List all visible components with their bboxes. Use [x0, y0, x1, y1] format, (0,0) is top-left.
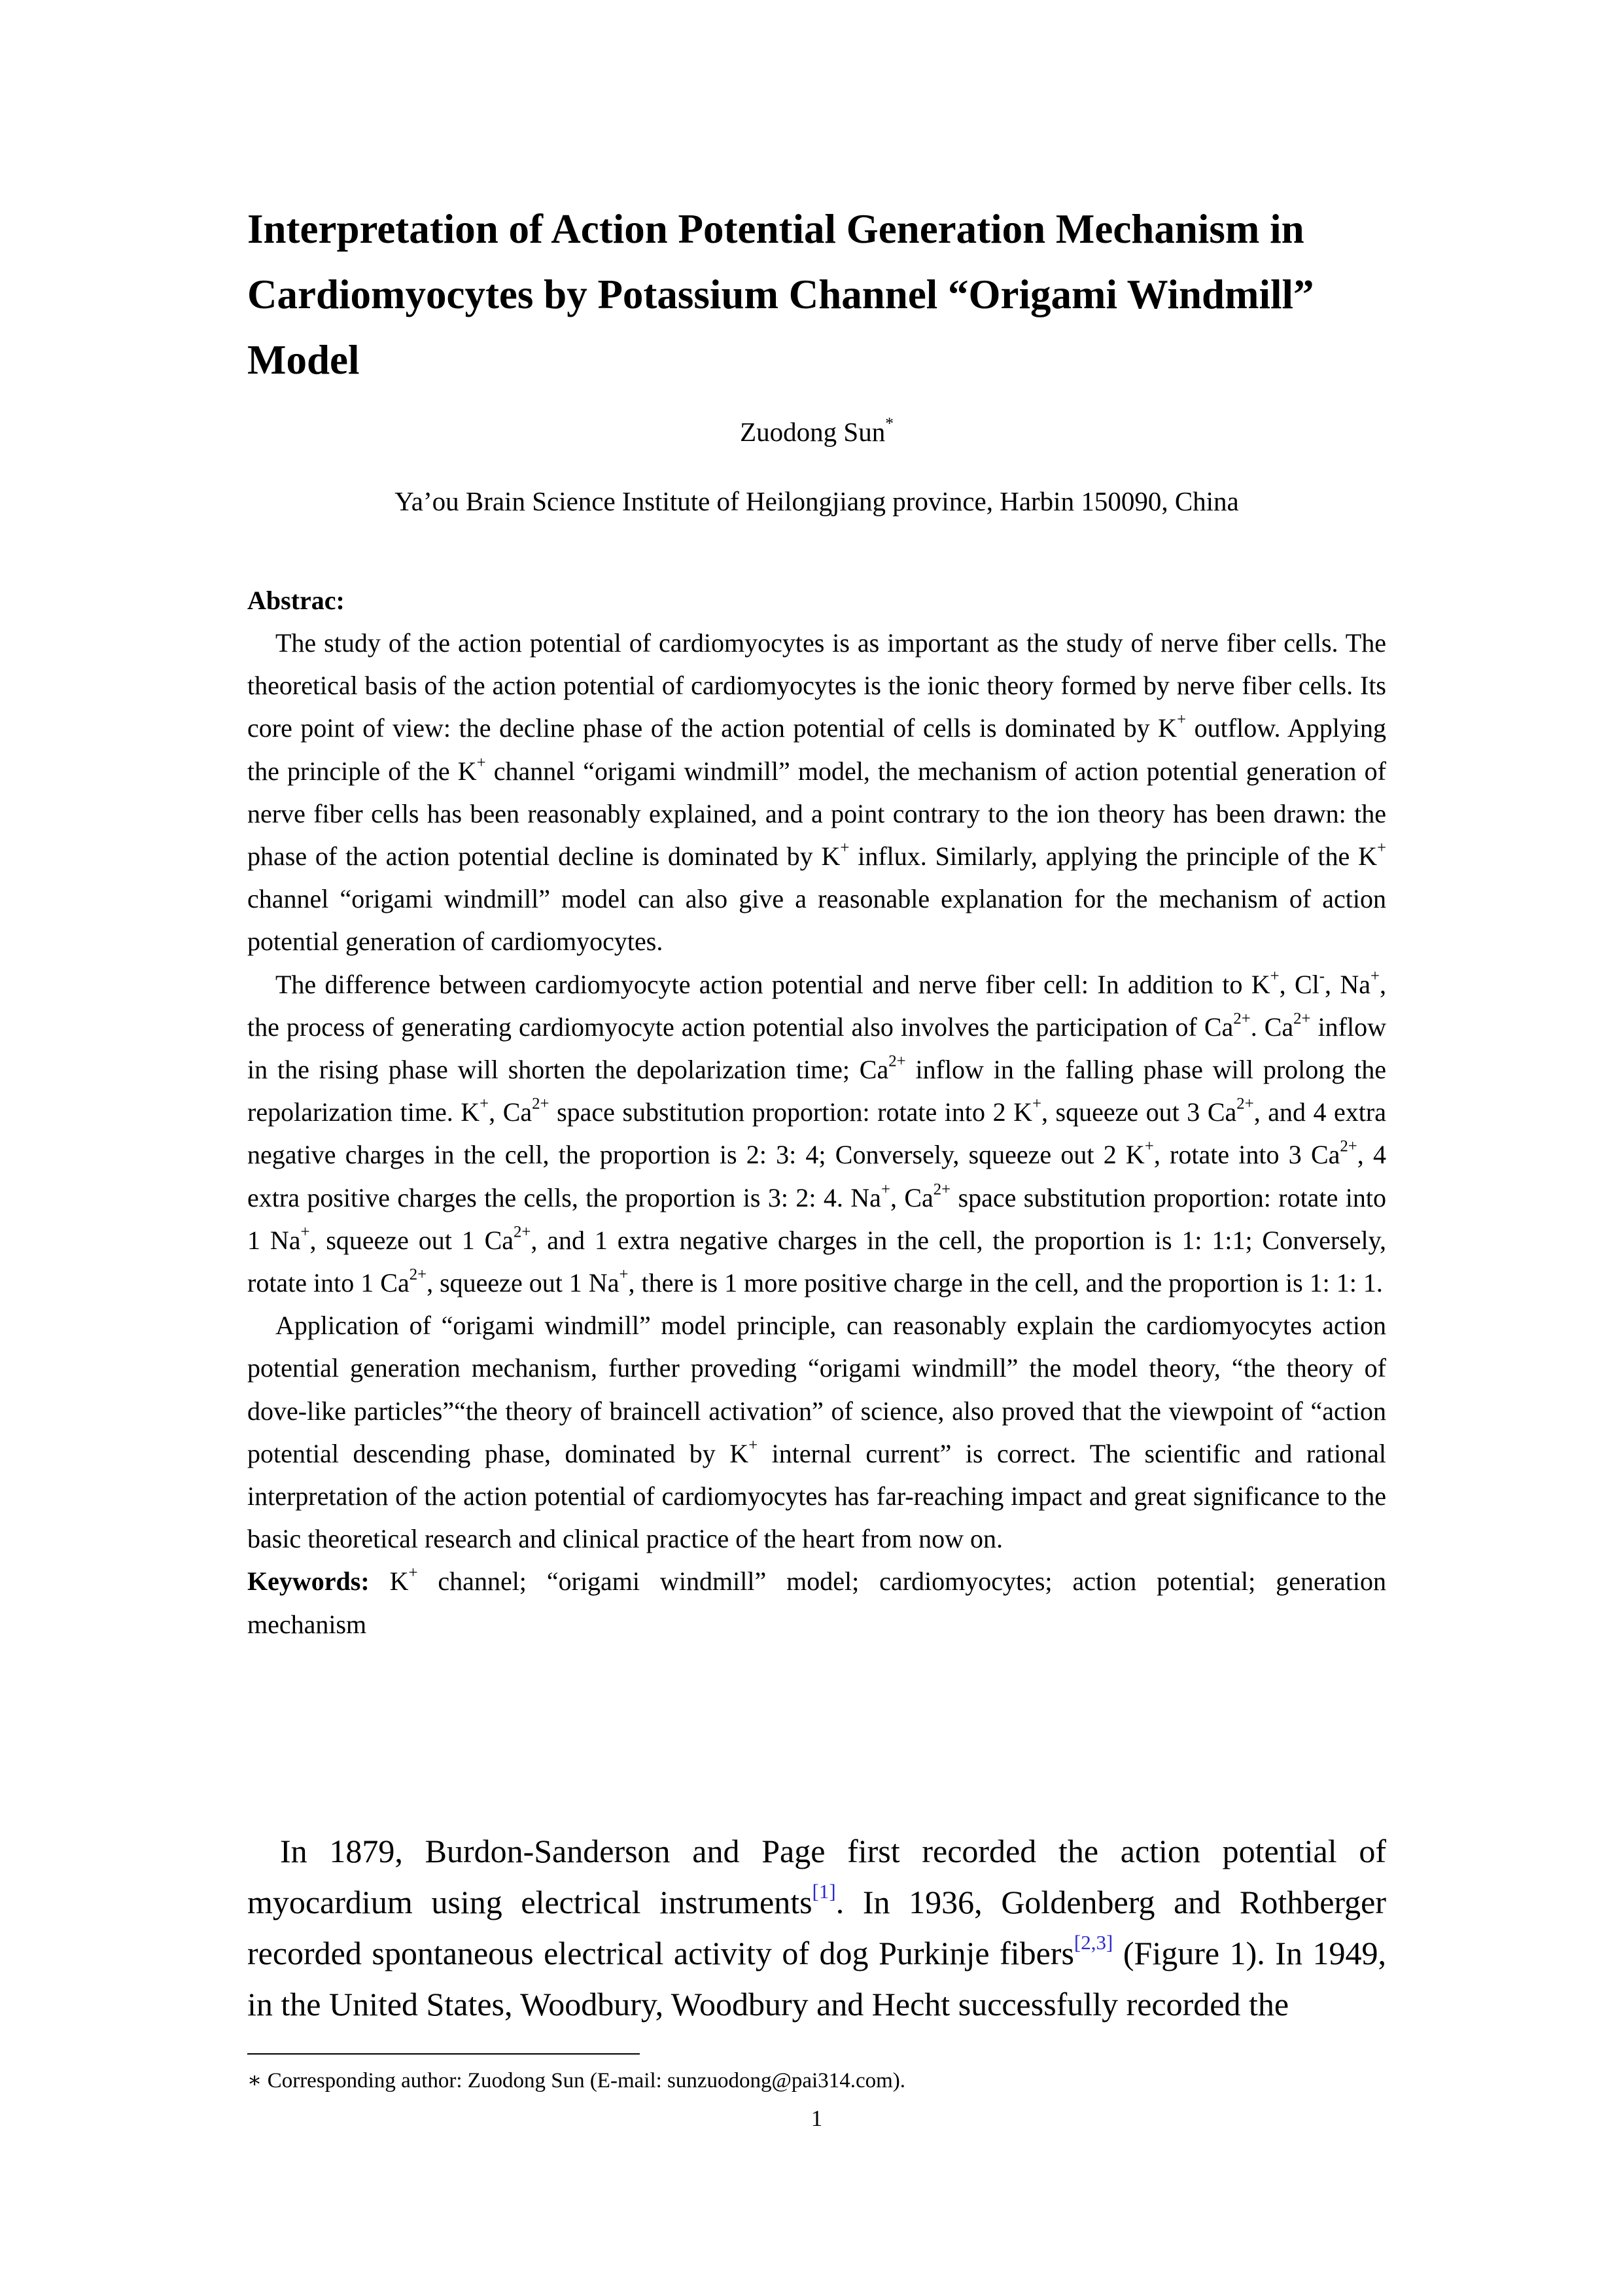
text-run: channel; “origami windmill” model; cardiomyocytes; action potential; generation mechanism	[247, 1566, 1386, 1639]
abstract-paragraph	[247, 622, 1386, 963]
text-run: , the process of generating cardiomyocyte action potential also involves the participation of Ca	[247, 969, 1387, 1042]
superscript: 2+	[933, 1180, 951, 1199]
text-run: In 1879, Burdon-Sanderson and Page first recorded the action potential of myocardium using electrical instruments	[247, 1833, 1386, 1920]
superscript: +	[1032, 1095, 1041, 1113]
author-line	[247, 414, 1386, 450]
text-run: internal current” is correct. The scientific and rational interpretation of the action potential of cardiomyocytes has far-reaching impact and great significance to the basic theoretical research and clinical practice of the heart from now on.	[247, 1438, 1386, 1554]
superscript: +	[1377, 839, 1387, 857]
superscript: 2+	[532, 1095, 550, 1113]
text-run: . Ca	[1250, 1012, 1294, 1042]
text-run: , and 1 extra negative charges in the cell, the proportion is 1: 1:1; Conversely, rotate into 1 Ca	[247, 1225, 1386, 1298]
title-line: Cardiomyocytes by Potassium Channel “Origami Windmill”	[247, 272, 1314, 317]
citation-link: [2,3]	[1073, 1930, 1113, 1954]
text-run: , rotate into 3 Ca	[1153, 1140, 1340, 1170]
abstract	[247, 622, 1386, 1646]
text-run: , Ca	[489, 1097, 532, 1127]
abstract-paragraph	[247, 1304, 1386, 1560]
text-run: space substitution proportion: rotate into 1 Na	[247, 1182, 1386, 1255]
text-run: channel “origami windmill” model can also give a reasonable explanation for the mechanism of action potential generation of cardiomyocytes.	[247, 884, 1386, 957]
superscript: +	[300, 1223, 310, 1241]
footnote-mark: ∗	[247, 2069, 262, 2093]
superscript: -	[1319, 967, 1325, 985]
text-run: K	[369, 1566, 409, 1597]
footnote-divider	[247, 2053, 640, 2055]
superscript: 2+	[409, 1265, 427, 1284]
text-run: The study of the action potential of cardiomyocytes is as important as the study of nerve fiber cells. The theoretical basis of the action potential of cardiomyocytes is the ionic theory formed by nerve fiber cells. Its core point of view: the decline phase of the action potential of cells is dominated by K	[247, 628, 1386, 743]
superscript: 2+	[888, 1052, 906, 1070]
superscript: +	[408, 1564, 418, 1582]
footnote-text: Corresponding author: Zuodong Sun (E-mail: sunzuodong@pai314.com).	[262, 2069, 906, 2093]
paper-title	[247, 196, 1386, 393]
text-run: , squeeze out 1 Ca	[309, 1225, 514, 1255]
text-run: influx. Similarly, applying the principle of the K	[849, 841, 1378, 872]
superscript: 2+	[1340, 1137, 1357, 1156]
title-line: Interpretation of Action Potential Generation Mechanism in	[247, 206, 1304, 252]
superscript: 2+	[1233, 1010, 1251, 1028]
text-run: . In 1936, Goldenberg and Rothberger recorded spontaneous electrical activity of dog Purkinje fibers	[247, 1884, 1386, 1971]
body-text	[247, 1826, 1386, 2030]
text-run: , Na	[1325, 969, 1371, 999]
superscript: 2+	[1236, 1095, 1254, 1113]
superscript: +	[476, 754, 486, 772]
page-number: 1	[811, 2106, 823, 2131]
superscript: +	[840, 839, 850, 857]
text-run: , Ca	[890, 1182, 934, 1212]
superscript: +	[480, 1095, 489, 1113]
text-run: , there is 1 more positive charge in the cell, and the proportion is 1: 1: 1.	[628, 1268, 1383, 1298]
superscript: +	[1370, 967, 1380, 985]
text-run: (Figure 1). In 1949, in the United States, Woodbury, Woodbury and Hecht successfully recorded the	[247, 1935, 1386, 2022]
intro-paragraph	[247, 1826, 1386, 2030]
superscript: +	[748, 1436, 758, 1455]
text-run: inflow in the falling phase will prolong the repolarization time. K	[247, 1055, 1386, 1127]
text-run: outflow. Applying the principle of the K	[247, 713, 1386, 786]
keywords-label: Keywords:	[247, 1566, 370, 1597]
text-run: The difference between cardiomyocyte action potential and nerve fiber cell: In addition to K	[275, 969, 1270, 999]
author-mark: *	[885, 414, 894, 433]
superscript: 2+	[514, 1223, 531, 1241]
affiliation: Ya’ou Brain Science Institute of Heilongjiang province, Harbin 150090, China	[394, 486, 1239, 516]
abstract-heading: Abstrac:	[247, 586, 345, 615]
superscript: +	[1144, 1137, 1154, 1156]
text-run: , squeeze out 1 Na	[427, 1268, 620, 1298]
superscript: 2+	[1293, 1010, 1311, 1028]
text-run: inflow in the rising phase will shorten the depolarization time; Ca	[247, 1012, 1386, 1085]
citation-link: [1]	[812, 1879, 836, 1903]
superscript: +	[619, 1265, 629, 1284]
superscript: +	[881, 1180, 890, 1199]
keywords	[247, 1560, 1386, 1645]
text-run: , and 4 extra negative charges in the cell, the proportion is 2: 3: 4; Conversely, squeeze out 2 K	[247, 1097, 1386, 1170]
text-run: , Cl	[1279, 969, 1319, 999]
text-run: Application of “origami windmill” model principle, can reasonably explain the cardiomyocytes action potential generation mechanism, further proveding “origami windmill” the model theory, “the theory of dove-like particles”“the theory of braincell activation” of science, also proved that the viewpoint of “action potential descending phase, dominated by K	[247, 1311, 1386, 1468]
text-run: , squeeze out 3 Ca	[1041, 1097, 1237, 1127]
text-run: channel “origami windmill” model, the mechanism of action potential generation of nerve fiber cells has been reasonably explained, and a point contrary to the ion theory has been drawn: the phase of the action potential decline is dominated by K	[247, 756, 1386, 872]
superscript: +	[1270, 967, 1280, 985]
text-run: , 4 extra positive charges the cells, the proportion is 3: 2: 4. Na	[247, 1140, 1387, 1212]
author-name: Zuodong Sun	[740, 417, 886, 447]
footnote	[247, 2066, 1386, 2096]
keywords-text	[247, 1566, 1386, 1638]
abstract-paragraph	[247, 963, 1386, 1305]
text-run: space substitution proportion: rotate into 2 K	[549, 1097, 1032, 1127]
title-line: Model	[247, 337, 360, 383]
superscript: +	[1177, 711, 1187, 729]
